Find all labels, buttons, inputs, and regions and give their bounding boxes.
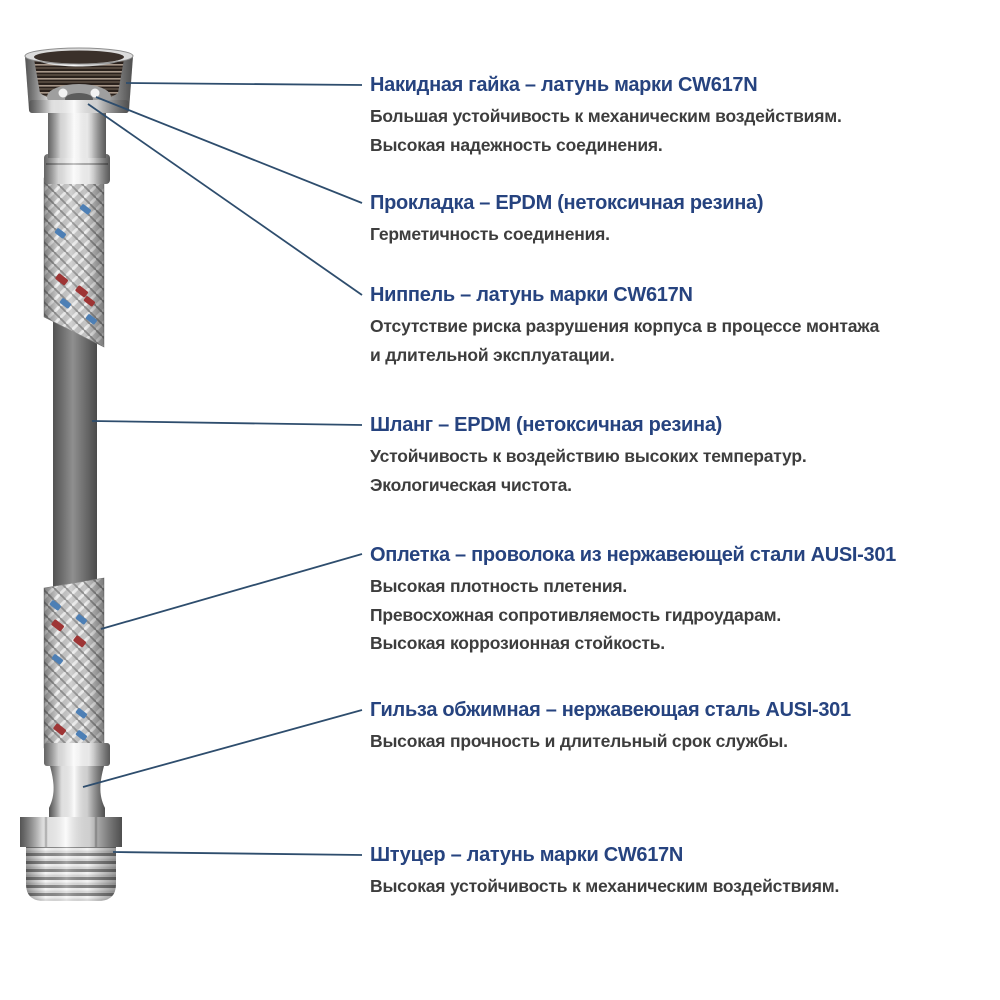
annotation-line: Высокая коррозионная стойкость.	[370, 633, 665, 653]
annotation-line: Большая устойчивость к механическим воздействиям.	[370, 106, 842, 126]
callout-line-braid	[101, 554, 362, 629]
annotation-title: Штуцер – латунь марки CW617N	[370, 844, 684, 866]
annotation-line: Устойчивость к воздействию высоких температур.	[370, 446, 807, 466]
annotation-braid	[370, 543, 985, 658]
annotation-gasket	[370, 191, 985, 249]
callout-lines	[83, 83, 362, 855]
annotation-hose	[370, 413, 985, 499]
annotation-fitting	[370, 843, 985, 901]
callout-line-hose	[92, 421, 362, 425]
callout-line-nipple	[88, 104, 362, 295]
annotation-line: Высокая надежность соединения.	[370, 134, 663, 155]
annotation-nipple	[370, 283, 985, 369]
lower-braid-graphic	[44, 578, 104, 748]
callout-line-sleeve	[83, 710, 362, 787]
annotation-title: Накидная гайка – латунь марки CW617N	[370, 74, 758, 96]
annotation-line: Высокая плотность плетения.	[370, 576, 628, 596]
crimp-sleeve-graphic	[44, 743, 110, 819]
hose-body-graphic	[53, 318, 97, 604]
annotation-title: Гильза обжимная – нержавеющая сталь AUSI-301	[370, 699, 851, 721]
upper-braid-graphic	[44, 178, 104, 347]
male-fitting-graphic	[20, 817, 122, 901]
annotation-title: Шланг – EPDM (нетоксичная резина)	[370, 414, 723, 436]
annotation-title: Прокладка – EPDM (нетоксичная резина)	[370, 192, 764, 214]
annotation-line: Высокая прочность и длительный срок службы.	[370, 731, 788, 751]
annotation-sleeve	[370, 698, 985, 756]
annotation-line: Отсутствие риска разрушения корпуса в процессе монтажа	[370, 316, 880, 336]
annotation-line: Экологическая чистота.	[370, 474, 572, 495]
upper-collar-graphic	[44, 154, 110, 184]
annotation-nut	[370, 73, 985, 159]
annotation-title: Ниппель – латунь марки CW617N	[370, 284, 693, 306]
nipple-neck-graphic	[48, 106, 106, 158]
callout-line-gasket	[96, 97, 362, 203]
annotation-title: Оплетка – проволока из нержавеющей стали AUSI-301	[370, 544, 897, 566]
callout-line-nut	[126, 83, 362, 85]
annotation-line: и длительной эксплуатации.	[370, 344, 615, 365]
annotation-line: Высокая устойчивость к механическим воздействиям.	[370, 876, 840, 896]
swivel-nut-graphic	[25, 48, 133, 113]
annotation-line: Превосхожная сопротивляемость гидроударам.	[370, 604, 782, 625]
callout-line-fitting	[113, 852, 362, 855]
annotation-line: Герметичность соединения.	[370, 224, 610, 244]
